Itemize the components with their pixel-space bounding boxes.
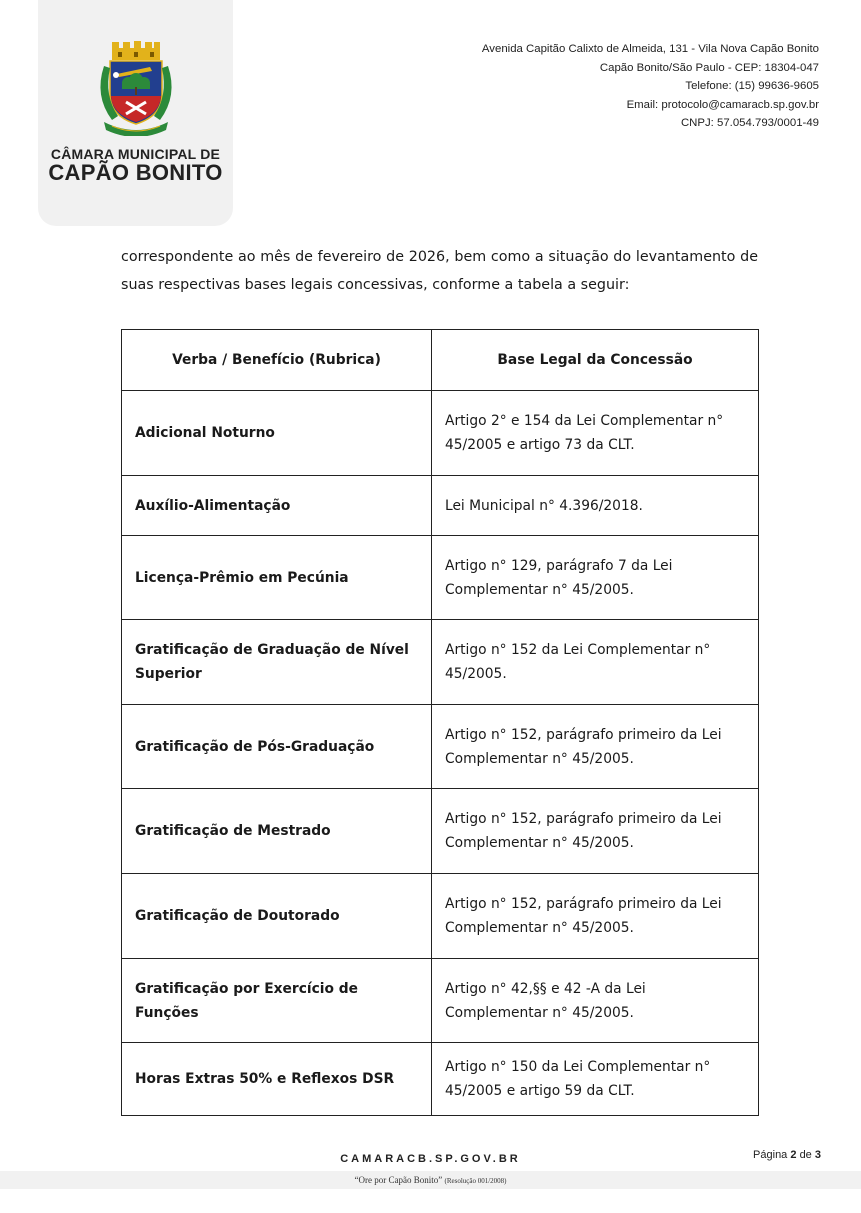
table-row bbox=[122, 536, 759, 620]
page-total: 3 bbox=[814, 1149, 821, 1161]
contact-block bbox=[482, 40, 819, 133]
table-row bbox=[122, 620, 759, 705]
footer-band bbox=[0, 1171, 861, 1189]
cell-base-legal: Artigo 2° e 154 da Lei Complementar n° 45/2005 e artigo 73 da CLT. bbox=[432, 391, 759, 476]
cell-base-legal: Artigo n° 152, parágrafo primeiro da Lei Complementar n° 45/2005. bbox=[432, 789, 759, 874]
cell-verba: Horas Extras 50% e Reflexos DSR bbox=[122, 1043, 432, 1116]
cell-base-legal: Artigo n° 42,§§ e 42 -A da Lei Complementar n° 45/2005. bbox=[432, 959, 759, 1043]
coat-of-arms-icon bbox=[90, 40, 182, 136]
table-row bbox=[122, 874, 759, 959]
cell-base-legal: Artigo n° 152 da Lei Complementar n° 45/2005. bbox=[432, 620, 759, 705]
phone-line: Telefone: (15) 99636-9605 bbox=[685, 80, 819, 93]
page-sep: de bbox=[799, 1149, 812, 1161]
address-line: Avenida Capitão Calixto de Almeida, 131 - Vila Nova Capão Bonito bbox=[481, 43, 819, 55]
org-name-line2: CAPÃO BONITO bbox=[48, 160, 223, 185]
page-current: 2 bbox=[790, 1149, 797, 1161]
header-base-legal: Base Legal da Concessão bbox=[432, 330, 759, 391]
city-line: Capão Bonito/São Paulo - CEP: 18304-047 bbox=[599, 61, 819, 74]
footer-site: CAMARACB.SP.GOV.BR bbox=[340, 1153, 521, 1165]
cell-base-legal: Artigo n° 152, parágrafo primeiro da Lei Complementar n° 45/2005. bbox=[432, 874, 759, 959]
cell-base-legal: Artigo n° 152, parágrafo primeiro da Lei Complementar n° 45/2005. bbox=[432, 705, 759, 789]
cell-base-legal: Lei Municipal n° 4.396/2018. bbox=[432, 476, 759, 536]
header-verba: Verba / Benefício (Rubrica) bbox=[122, 330, 432, 391]
cell-verba: Gratificação de Mestrado bbox=[122, 789, 432, 874]
table-row bbox=[122, 705, 759, 789]
table-row bbox=[122, 959, 759, 1043]
org-name-line1: CÂMARA MUNICIPAL DE bbox=[50, 146, 221, 162]
body-paragraph bbox=[121, 243, 758, 299]
table-row bbox=[122, 476, 759, 536]
cell-verba: Gratificação de Doutorado bbox=[122, 874, 432, 959]
paragraph-line-2: suas respectivas bases legais concessivas, conforme a tabela a seguir: bbox=[121, 277, 630, 293]
table-header-row bbox=[122, 330, 759, 391]
table-row bbox=[122, 1043, 759, 1116]
cell-verba: Gratificação por Exercício de Funções bbox=[122, 959, 432, 1043]
email-line: Email: protocolo@camaracb.sp.gov.br bbox=[626, 98, 819, 111]
cell-base-legal: Artigo n° 129, parágrafo 7 da Lei Complementar n° 45/2005. bbox=[432, 536, 759, 620]
footer-motto: “Ore por Capão Bonito” bbox=[354, 1175, 443, 1185]
table-row bbox=[122, 391, 759, 476]
page-prefix: Página bbox=[753, 1149, 788, 1161]
cell-verba: Auxílio-Alimentação bbox=[122, 476, 432, 536]
cell-verba: Licença-Prêmio em Pecúnia bbox=[122, 536, 432, 620]
table-row bbox=[122, 789, 759, 874]
logo-card bbox=[38, 0, 233, 226]
cell-verba: Adicional Noturno bbox=[122, 391, 432, 476]
cell-verba: Gratificação de Pós-Graduação bbox=[122, 705, 432, 789]
footer-resolution: (Resolução 001/2008) bbox=[444, 1177, 507, 1185]
cell-verba: Gratificação de Graduação de Nível Superior bbox=[122, 620, 432, 705]
cell-base-legal: Artigo n° 150 da Lei Complementar n° 45/2005 e artigo 59 da CLT. bbox=[432, 1043, 759, 1116]
paragraph-line-1: correspondente ao mês de fevereiro de 2026, bem como a situação do levantamento de bbox=[121, 249, 758, 265]
benefits-table bbox=[121, 329, 759, 1116]
cnpj-line: CNPJ: 57.054.793/0001-49 bbox=[680, 117, 819, 130]
mural-crown bbox=[112, 41, 160, 60]
